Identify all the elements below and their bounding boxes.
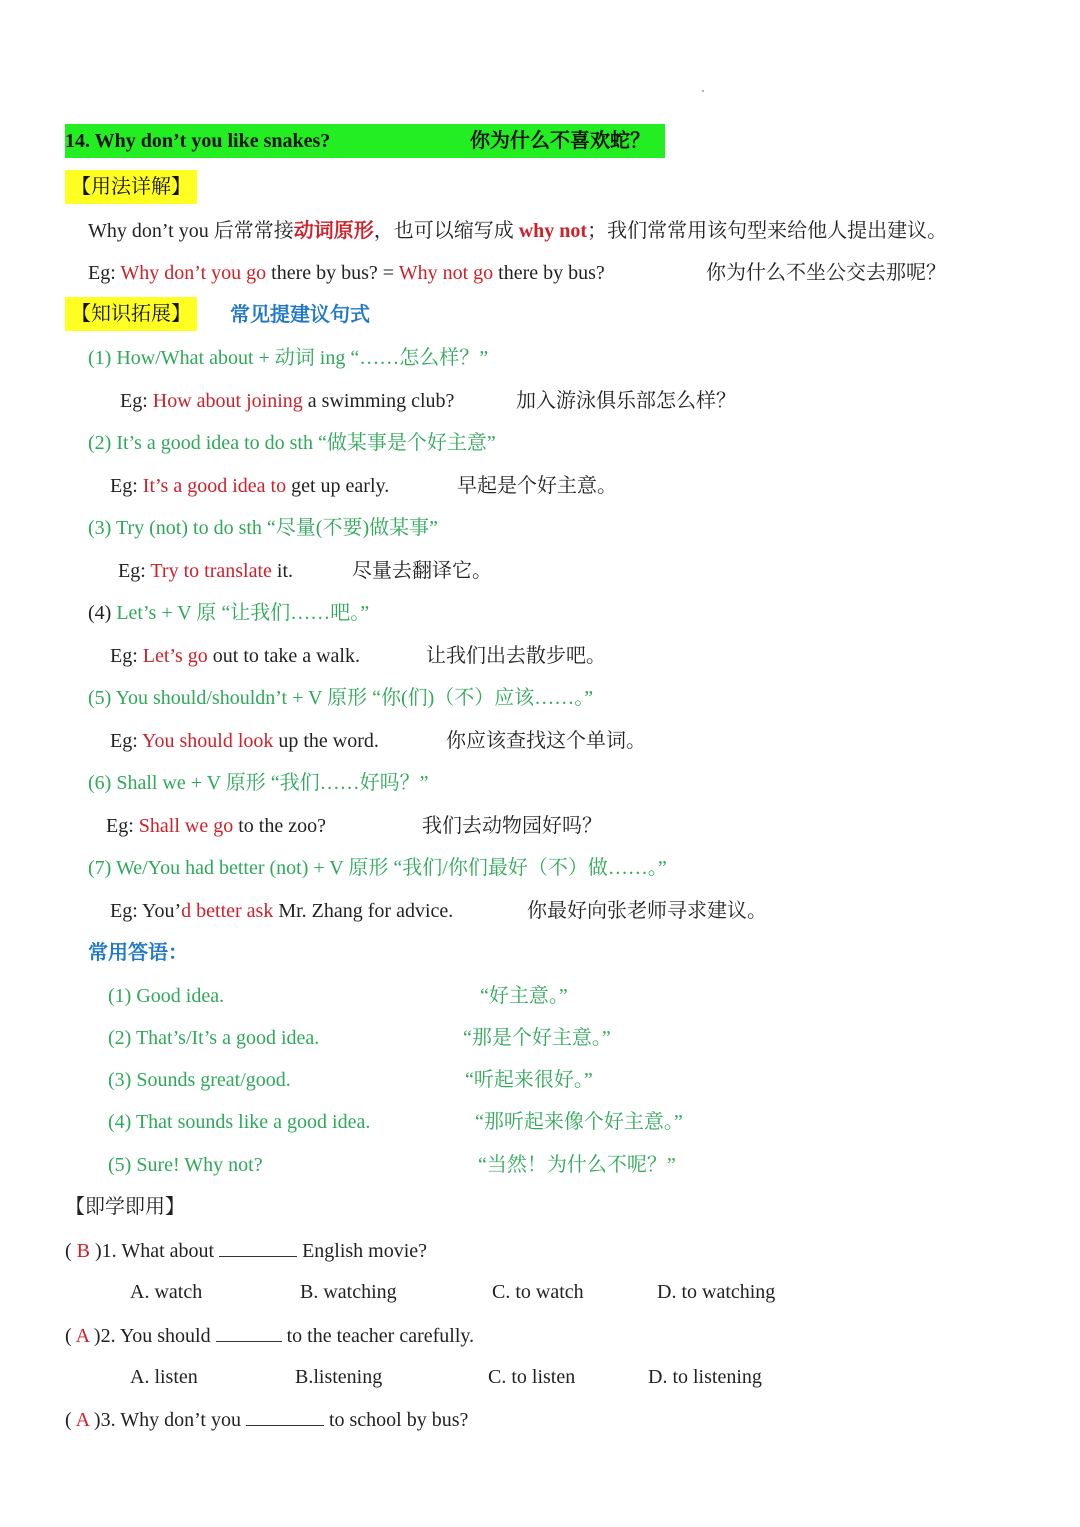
q2-option-a[interactable]: A. listen [130, 1366, 198, 1388]
example-7-translation: 你最好向张老师寻求建议。 [527, 900, 767, 922]
q1-option-a[interactable]: A. watch [130, 1281, 203, 1303]
question-3: ( A )3. Why don’t you to school by bus? [65, 1405, 468, 1434]
answer-2: (2) That’s/It’s a good idea. [108, 1027, 320, 1049]
answer-5-translation: “当然！为什么不呢？” [478, 1154, 676, 1176]
question-2: ( A )2. You should to the teacher carefully. [65, 1321, 474, 1350]
title-english: 14. Why don’t you like snakes? [65, 130, 331, 152]
pattern-7: (7) We/You had better (not) + V 原形 “我们/你们最好（不）做……。” [88, 857, 667, 879]
answer-4-translation: “那听起来像个好主意。” [475, 1111, 683, 1133]
answer-blank-2[interactable] [216, 1321, 282, 1342]
q2-option-d[interactable]: D. to listening [648, 1366, 762, 1388]
answer-5: (5) Sure! Why not? [108, 1154, 263, 1176]
example-3-translation: 尽量去翻译它。 [352, 560, 492, 582]
pattern-4: (4) Let’s + V 原 “让我们……吧。” [88, 602, 370, 624]
answer-key-3: A [75, 1409, 89, 1431]
example-6: Eg: Shall we go to the zoo? [106, 815, 326, 837]
q1-option-b[interactable]: B. watching [300, 1281, 397, 1303]
pattern-5: (5) You should/shouldn’t + V 原形 “你(们)（不）应该……。” [88, 687, 594, 709]
answer-blank-3[interactable] [246, 1405, 324, 1426]
answer-blank-1[interactable] [219, 1236, 297, 1257]
answer-4: (4) That sounds like a good idea. [108, 1111, 371, 1133]
pattern-1: (1) How/What about + 动词 ing “……怎么样？” [88, 347, 489, 369]
usage-explanation: Why don’t you 后常常接动词原形，也可以缩写成 why not；我们常常用该句型来给他人提出建议。 [88, 220, 948, 242]
title-bar [65, 124, 665, 158]
question-1: ( B )1. What about English movie? [65, 1236, 427, 1265]
usage-example: Eg: Why don’t you go there by bus? = Why not go there by bus? [88, 262, 605, 284]
practice-heading: 【即学即用】 [65, 1196, 185, 1218]
answer-1: (1) Good idea. [108, 985, 225, 1007]
stray-dot [702, 90, 704, 92]
answer-2-translation: “那是个好主意。” [463, 1027, 611, 1049]
example-3: Eg: Try to translate it. [118, 560, 294, 582]
usage-tag: 【用法详解】 [65, 170, 197, 204]
example-5-translation: 你应该查找这个单词。 [446, 730, 646, 752]
pattern-2: (2) It’s a good idea to do sth “做某事是个好主意” [88, 432, 496, 454]
answers-heading: 常用答语： [88, 942, 188, 964]
answer-key-2: A [75, 1325, 89, 1347]
example-1: Eg: How about joining a swimming club? [120, 390, 455, 412]
q2-option-b[interactable]: B.listening [295, 1366, 383, 1388]
example-6-translation: 我们去动物园好吗？ [422, 815, 602, 837]
example-2-translation: 早起是个好主意。 [457, 475, 617, 497]
example-4-translation: 让我们出去散步吧。 [426, 645, 606, 667]
answer-1-translation: “好主意。” [480, 985, 568, 1007]
q2-option-c[interactable]: C. to listen [488, 1366, 576, 1388]
q1-option-c[interactable]: C. to watch [492, 1281, 584, 1303]
answer-3: (3) Sounds great/good. [108, 1069, 291, 1091]
answer-key-1: B [76, 1240, 91, 1262]
example-2: Eg: It’s a good idea to get up early. [110, 475, 390, 497]
example-4: Eg: Let’s go out to take a walk. [110, 645, 360, 667]
usage-example-translation: 你为什么不坐公交去那呢？ [706, 262, 946, 284]
extension-heading: 常见提建议句式 [230, 304, 370, 326]
title-chinese: 你为什么不喜欢蛇？ [470, 130, 650, 152]
example-1-translation: 加入游泳俱乐部怎么样？ [516, 390, 736, 412]
q1-option-d[interactable]: D. to watching [657, 1281, 776, 1303]
pattern-3: (3) Try (not) to do sth “尽量(不要)做某事” [88, 517, 438, 539]
extension-tag: 【知识拓展】 [65, 297, 197, 331]
example-5: Eg: You should look up the word. [110, 730, 379, 752]
answer-3-translation: “听起来很好。” [465, 1069, 593, 1091]
example-7: Eg: You’d better ask Mr. Zhang for advice. [110, 900, 454, 922]
pattern-6: (6) Shall we + V 原形 “我们……好吗？” [88, 772, 429, 794]
